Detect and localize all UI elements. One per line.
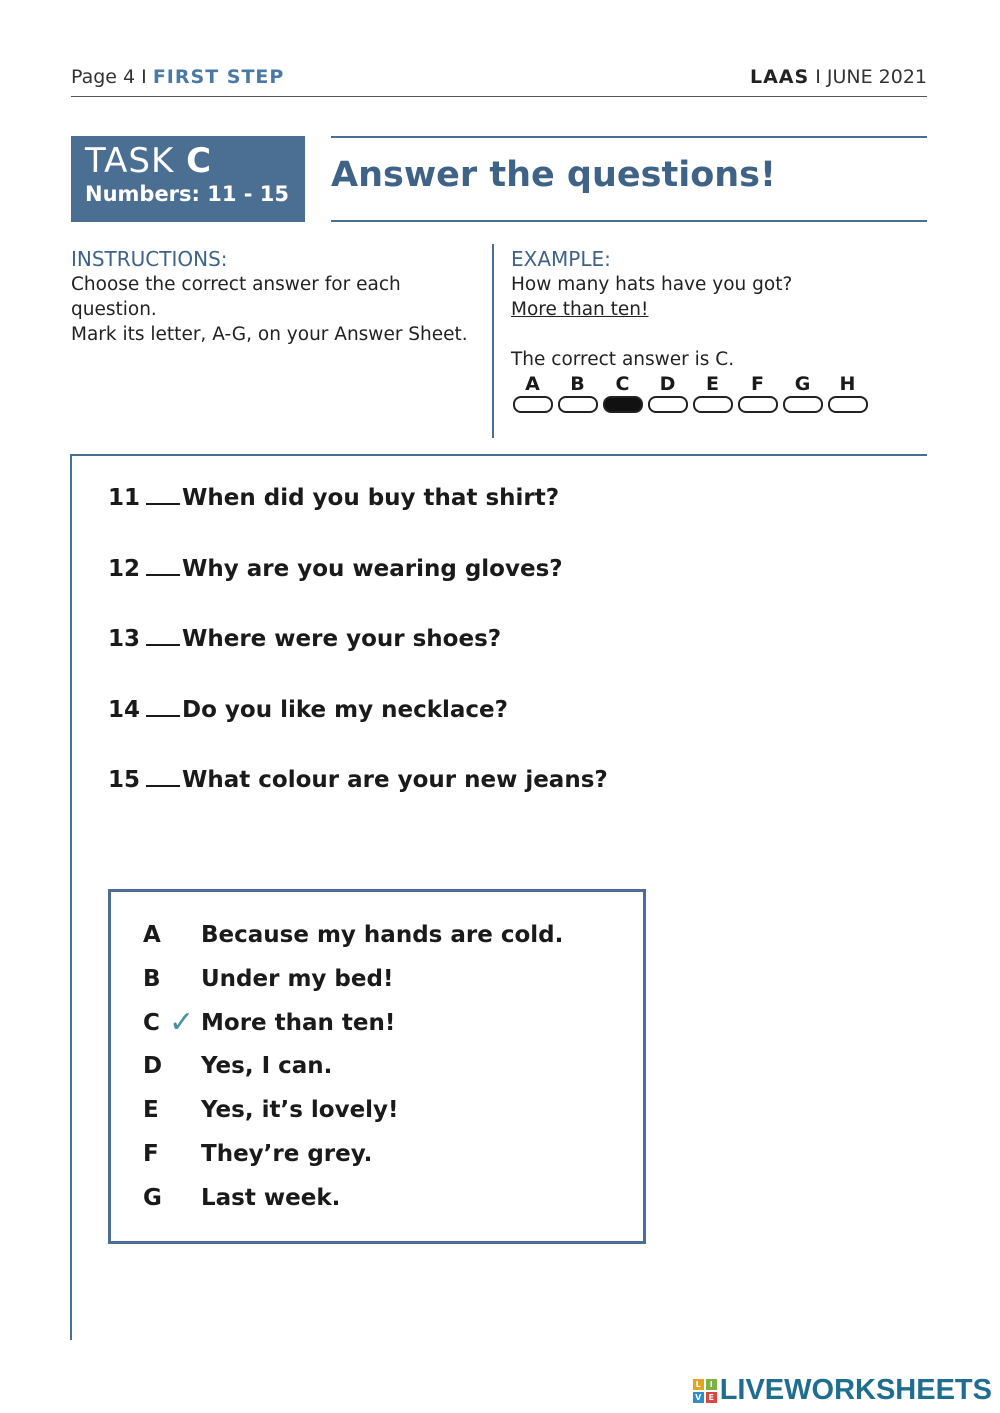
- answers-box: [108, 889, 646, 1244]
- question-number: 14: [108, 696, 141, 723]
- logo-icon-tile: V: [693, 1392, 704, 1403]
- question-item: [108, 626, 608, 697]
- instructions-label: INSTRUCTIONS:: [71, 247, 228, 271]
- answer-option: [143, 1053, 563, 1097]
- task-heading: [85, 142, 305, 180]
- question-number: 11: [108, 485, 141, 511]
- bubble-d[interactable]: [646, 372, 689, 413]
- question-text: What colour are your new jeans?: [182, 767, 608, 793]
- answer-text: They’re grey.: [201, 1140, 373, 1167]
- answer-blank[interactable]: [146, 697, 180, 717]
- answer-text: Yes, I can.: [201, 1053, 333, 1080]
- answer-text: More than ten!: [201, 1009, 396, 1036]
- bubble-letter: B: [570, 373, 585, 395]
- answer-letter: E: [143, 1097, 159, 1124]
- answer-text: Yes, it’s lovely!: [201, 1097, 399, 1124]
- logo-icon: [693, 1379, 717, 1403]
- example-question: How many hats have you got?: [511, 274, 793, 295]
- bubble-letter: C: [615, 373, 630, 395]
- task-box: [71, 136, 305, 222]
- section-name: FIRST STEP: [152, 66, 285, 88]
- task-numbers: Numbers: 11 - 15: [85, 182, 290, 206]
- answer-text: Under my bed!: [201, 965, 394, 992]
- header-rule: [71, 96, 927, 97]
- questions-frame-left: [70, 454, 72, 1340]
- bubble-a[interactable]: [511, 372, 554, 413]
- task-letter: C: [186, 141, 213, 181]
- example-label: EXAMPLE:: [511, 247, 611, 271]
- title-rule-bottom: [331, 220, 927, 222]
- answers-list: [143, 922, 563, 1229]
- page-title: Answer the questions!: [331, 155, 776, 195]
- question-text: Do you like my necklace?: [182, 696, 508, 723]
- logo-icon-tile: I: [706, 1379, 717, 1390]
- bubble-oval[interactable]: [828, 396, 868, 413]
- bubble-letter: D: [659, 373, 676, 395]
- task-word: TASK: [85, 141, 175, 181]
- question-item: [108, 767, 608, 838]
- example-correct-text: The correct answer is C.: [511, 349, 735, 370]
- questions-frame-top: [70, 454, 927, 456]
- answer-bubbles: [511, 372, 869, 413]
- answer-blank[interactable]: [146, 767, 180, 787]
- bubble-letter: F: [751, 373, 764, 395]
- bubble-g[interactable]: [781, 372, 824, 413]
- bubble-letter: G: [794, 373, 811, 395]
- bubble-oval[interactable]: [738, 396, 778, 413]
- page-label: Page 4: [71, 66, 136, 88]
- answer-option: [143, 1097, 563, 1141]
- instructions-text: [71, 272, 481, 347]
- logo-text: LIVEWORKSHEETS: [719, 1374, 992, 1406]
- vertical-divider: [492, 244, 494, 438]
- bubble-oval[interactable]: [513, 396, 553, 413]
- answer-option: [143, 922, 563, 966]
- bubble-e[interactable]: [691, 372, 734, 413]
- bubble-f[interactable]: [736, 372, 779, 413]
- bubble-b[interactable]: [556, 372, 599, 413]
- org-name: LAAS: [749, 66, 810, 88]
- bubble-oval[interactable]: [603, 396, 643, 413]
- answer-blank[interactable]: [146, 485, 180, 505]
- logo-icon-tile: E: [706, 1392, 717, 1403]
- answer-letter: B: [143, 965, 161, 992]
- answer-letter: F: [143, 1140, 159, 1167]
- answer-letter: C: [143, 1009, 160, 1036]
- bubble-letter: E: [706, 373, 719, 395]
- bubble-c[interactable]: [601, 372, 644, 413]
- answer-letter: A: [143, 922, 161, 948]
- bubble-letter: A: [525, 373, 540, 395]
- liveworksheets-logo[interactable]: [693, 1374, 992, 1407]
- question-item: [108, 485, 608, 556]
- bubble-h[interactable]: [826, 372, 869, 413]
- bubble-oval[interactable]: [783, 396, 823, 413]
- header-separator-right: I: [815, 66, 821, 88]
- example-text: [511, 272, 921, 322]
- title-rule-top: [331, 136, 927, 138]
- answer-option: [143, 966, 563, 1010]
- bubble-oval[interactable]: [648, 396, 688, 413]
- instructions-line-2: Mark its letter, A-G, on your Answer Sheet.: [71, 324, 468, 345]
- logo-icon-tile: L: [693, 1379, 704, 1390]
- answer-option: [143, 1185, 563, 1229]
- answer-text: Last week.: [201, 1184, 341, 1211]
- bubble-oval[interactable]: [558, 396, 598, 413]
- question-number: 15: [108, 767, 141, 793]
- answer-option: [143, 1141, 563, 1185]
- answer-letter: D: [143, 1053, 163, 1080]
- question-number: 13: [108, 626, 141, 652]
- answer-option: [143, 1004, 563, 1054]
- header-right: [750, 66, 927, 88]
- header-separator: I: [141, 66, 147, 88]
- answer-text: Because my hands are cold.: [201, 922, 564, 948]
- question-item: [108, 556, 608, 627]
- example-answer: More than ten!: [511, 299, 649, 320]
- header-left: [71, 66, 284, 88]
- answer-letter: G: [143, 1184, 162, 1211]
- checkmark-icon: ✓: [169, 1004, 195, 1040]
- answer-blank[interactable]: [146, 556, 180, 576]
- question-number: 12: [108, 555, 141, 582]
- question-text: When did you buy that shirt?: [182, 485, 560, 511]
- header-date: JUNE 2021: [826, 66, 927, 88]
- question-item: [108, 697, 608, 768]
- bubble-oval[interactable]: [693, 396, 733, 413]
- instructions-line-1: Choose the correct answer for each question.: [71, 274, 401, 320]
- questions-list: [108, 485, 608, 838]
- question-text: Why are you wearing gloves?: [182, 555, 563, 582]
- bubble-letter: H: [839, 373, 856, 395]
- answer-blank[interactable]: [146, 626, 180, 646]
- question-text: Where were your shoes?: [182, 626, 502, 652]
